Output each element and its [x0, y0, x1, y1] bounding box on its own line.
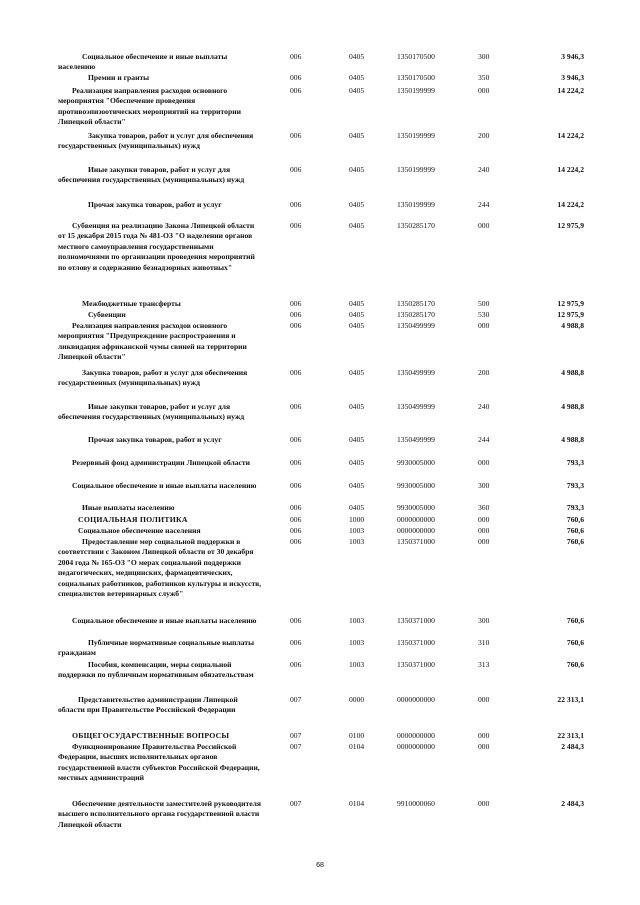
row-description: Иные закупки товаров, работ и услуг для обеспечения государственных (муниципальных) нужд: [58, 165, 245, 185]
row-expense-type: 000: [478, 458, 490, 467]
row-target-article: 1350170500: [397, 52, 435, 61]
row-target-article: 0000000000: [397, 526, 435, 535]
row-description: Иные выплаты населению: [82, 503, 175, 512]
row-expense-type: 240: [478, 165, 490, 174]
row-section-code: 0405: [349, 86, 365, 95]
row-ministry-code: 006: [290, 660, 302, 669]
row-description: Прочая закупка товаров, работ и услуг: [88, 200, 222, 209]
row-amount: 14 224,2: [557, 165, 584, 174]
row-section-code: 1003: [349, 537, 365, 546]
row-ministry-code: 006: [290, 537, 302, 546]
row-section-code: 0405: [349, 321, 365, 330]
row-description: Прочая закупка товаров, работ и услуг: [88, 435, 222, 444]
row-description: Субвенции: [88, 310, 126, 319]
row-section-code: 0405: [349, 310, 365, 319]
row-section-code: 0405: [349, 221, 365, 230]
row-description: Иные закупки товаров, работ и услуг для обеспечения государственных (муниципальных) нужд: [58, 402, 245, 422]
row-ministry-code: 006: [290, 435, 302, 444]
row-ministry-code: 006: [290, 321, 302, 330]
row-description: Резервный фонд администрации Липецкой области: [72, 458, 251, 467]
row-description: Реализация направления расходов основного мероприятия "Обеспечение проведения противоэпизоотических мероприятий на территории Липецкой области": [58, 86, 241, 127]
row-amount: 12 975,9: [557, 221, 584, 230]
row-expense-type: 530: [478, 310, 490, 319]
row-amount: 2 484,3: [561, 799, 584, 808]
row-expense-type: 244: [478, 200, 490, 209]
row-description: Субвенция на реализацию Закона Липецкой области от 15 декабря 2015 года № 481-ОЗ "О наделении органов местного самоуправления государственными полномочиями по организации проведения мероприятий по отлову и содержанию безнадзорных животных": [58, 221, 255, 272]
row-section-code: 1003: [349, 660, 365, 669]
row-description: Пособия, компенсации, меры социальной поддержки по публичным нормативным обязательствам: [58, 660, 254, 680]
row-section-code: 0000: [349, 695, 365, 704]
row-target-article: 1350499999: [397, 368, 435, 377]
row-target-article: 1350199999: [397, 165, 435, 174]
row-target-article: 1350285170: [397, 310, 435, 319]
row-target-article: 1350371000: [397, 616, 435, 625]
page-number: 68: [316, 862, 324, 869]
row-target-article: 9910000060: [397, 799, 435, 808]
row-section-code: 0405: [349, 299, 365, 308]
row-expense-type: 000: [478, 221, 490, 230]
row-section-code: 0405: [349, 481, 365, 490]
row-section-code: 1003: [349, 616, 365, 625]
row-expense-type: 000: [478, 515, 490, 524]
row-section-code: 0405: [349, 165, 365, 174]
row-description: Межбюджетные трансферты: [82, 299, 181, 308]
row-amount: 12 975,9: [557, 310, 584, 319]
row-description: Закупка товаров, работ и услуг для обеспечения государственных (муниципальных) нужд: [58, 131, 254, 151]
row-expense-type: 313: [478, 660, 490, 669]
row-expense-type: 000: [478, 731, 490, 740]
row-target-article: 0000000000: [397, 731, 435, 740]
row-amount: 4 988,8: [561, 435, 584, 444]
row-target-article: 1350371000: [397, 638, 435, 647]
row-ministry-code: 007: [290, 731, 302, 740]
row-amount: 760,6: [566, 515, 584, 524]
row-section-code: 0405: [349, 131, 365, 140]
row-description: Реализация направления расходов основного мероприятия "Предупреждение распространения и ликвидация африканской чумы свиней на территории Липецкой области": [58, 321, 247, 362]
row-section-code: 0405: [349, 435, 365, 444]
row-description: Публичные нормативные социальные выплаты гражданам: [58, 638, 255, 658]
row-target-article: 1350499999: [397, 402, 435, 411]
row-ministry-code: 006: [290, 503, 302, 512]
row-ministry-code: 006: [290, 131, 302, 140]
row-description: СОЦИАЛЬНАЯ ПОЛИТИКА: [78, 515, 188, 524]
row-target-article: 1350199999: [397, 86, 435, 95]
row-ministry-code: 006: [290, 73, 302, 82]
row-expense-type: 310: [478, 638, 490, 647]
row-ministry-code: 007: [290, 742, 302, 751]
row-description: Социальное обеспечение и иные выплаты населению: [72, 481, 257, 490]
row-section-code: 0104: [349, 742, 365, 751]
row-ministry-code: 006: [290, 299, 302, 308]
row-ministry-code: 006: [290, 481, 302, 490]
row-description: Функционирование Правительства Российской Федерации, высших исполнительных органов государственной власти субъектов Российской Федерации, местных администраций: [58, 742, 260, 783]
row-target-article: 0000000000: [397, 742, 435, 751]
row-target-article: 1350371000: [397, 537, 435, 546]
row-expense-type: 000: [478, 695, 490, 704]
row-amount: 2 484,3: [561, 742, 584, 751]
row-description: Представительство администрации Липецкой области при Правительстве Российской Федерации: [58, 695, 238, 715]
row-ministry-code: 006: [290, 515, 302, 524]
row-description: Социальное обеспечение и иные выплаты населению: [58, 52, 228, 72]
row-section-code: 0104: [349, 799, 365, 808]
row-ministry-code: 006: [290, 458, 302, 467]
row-amount: 4 988,8: [561, 402, 584, 411]
row-description: Социальное обеспечение населения: [78, 526, 201, 535]
row-target-article: 1350499999: [397, 435, 435, 444]
row-section-code: 1003: [349, 526, 365, 535]
row-amount: 3 946,3: [561, 52, 584, 61]
row-amount: 760,6: [566, 526, 584, 535]
row-expense-type: 200: [478, 368, 490, 377]
row-expense-type: 500: [478, 299, 490, 308]
row-section-code: 0405: [349, 503, 365, 512]
row-target-article: 0000000000: [397, 515, 435, 524]
row-amount: 12 975,9: [557, 299, 584, 308]
row-description: Закупка товаров, работ и услуг для обеспечения государственных (муниципальных) нужд: [58, 368, 248, 388]
row-amount: 4 988,8: [561, 321, 584, 330]
row-ministry-code: 006: [290, 616, 302, 625]
row-ministry-code: 006: [290, 402, 302, 411]
row-expense-type: 000: [478, 799, 490, 808]
row-ministry-code: 006: [290, 165, 302, 174]
row-description: Социальное обеспечение и иные выплаты населению: [72, 616, 257, 625]
row-ministry-code: 006: [290, 52, 302, 61]
row-expense-type: 240: [478, 402, 490, 411]
row-target-article: 9930005000: [397, 481, 435, 490]
row-expense-type: 300: [478, 481, 490, 490]
row-description: ОБЩЕГОСУДАРСТВЕННЫЕ ВОПРОСЫ: [72, 731, 230, 740]
row-target-article: 1350285170: [397, 299, 435, 308]
row-section-code: 1003: [349, 638, 365, 647]
row-target-article: 1350285170: [397, 221, 435, 230]
row-ministry-code: 006: [290, 200, 302, 209]
row-target-article: 1350199999: [397, 131, 435, 140]
row-target-article: 1350499999: [397, 321, 435, 330]
row-ministry-code: 006: [290, 526, 302, 535]
row-target-article: 9930005000: [397, 503, 435, 512]
row-amount: 793,3: [566, 481, 584, 490]
row-amount: 760,6: [566, 537, 584, 546]
row-ministry-code: 007: [290, 799, 302, 808]
row-ministry-code: 006: [290, 368, 302, 377]
row-section-code: 0405: [349, 52, 365, 61]
row-section-code: 0405: [349, 200, 365, 209]
row-target-article: 1350170500: [397, 73, 435, 82]
row-section-code: 0405: [349, 368, 365, 377]
row-description: Премии и гранты: [88, 73, 150, 82]
row-amount: 760,6: [566, 638, 584, 647]
row-amount: 4 988,8: [561, 368, 584, 377]
row-ministry-code: 006: [290, 221, 302, 230]
row-target-article: 0000000000: [397, 695, 435, 704]
row-expense-type: 000: [478, 321, 490, 330]
row-expense-type: 000: [478, 742, 490, 751]
row-amount: 3 946,3: [561, 73, 584, 82]
row-ministry-code: 006: [290, 86, 302, 95]
row-expense-type: 244: [478, 435, 490, 444]
row-amount: 14 224,2: [557, 200, 584, 209]
row-ministry-code: 006: [290, 310, 302, 319]
row-expense-type: 200: [478, 131, 490, 140]
row-expense-type: 300: [478, 616, 490, 625]
row-amount: 14 224,2: [557, 131, 584, 140]
row-target-article: 9930005000: [397, 458, 435, 467]
row-section-code: 0100: [349, 731, 365, 740]
row-amount: 793,3: [566, 503, 584, 512]
row-expense-type: 000: [478, 526, 490, 535]
row-target-article: 1350371000: [397, 660, 435, 669]
row-section-code: 0405: [349, 73, 365, 82]
row-amount: 14 224,2: [557, 86, 584, 95]
row-section-code: 0405: [349, 402, 365, 411]
row-description: Обеспечение деятельности заместителей руководителя высшего исполнительного органа государственной власти Липецкой области: [58, 799, 261, 829]
row-expense-type: 360: [478, 503, 490, 512]
row-section-code: 0405: [349, 458, 365, 467]
row-amount: 760,6: [566, 616, 584, 625]
row-expense-type: 350: [478, 73, 490, 82]
row-expense-type: 000: [478, 537, 490, 546]
row-section-code: 1000: [349, 515, 365, 524]
row-expense-type: 000: [478, 86, 490, 95]
row-ministry-code: 006: [290, 638, 302, 647]
row-amount: 760,6: [566, 660, 584, 669]
row-description: Предоставление мер социальной поддержки в соответствии с Законом Липецкой области от 30 декабря 2004 года № 165-ОЗ "О мерах социальной поддержки педагогических, медицинских, фармацевтических, социальных работников, работников культуры и искусств, специалистов ветеринарных служб": [58, 537, 262, 599]
row-amount: 22 313,1: [557, 695, 584, 704]
row-amount: 22 313,1: [557, 731, 584, 740]
row-ministry-code: 007: [290, 695, 302, 704]
row-target-article: 1350199999: [397, 200, 435, 209]
row-amount: 793,3: [566, 458, 584, 467]
row-expense-type: 300: [478, 52, 490, 61]
